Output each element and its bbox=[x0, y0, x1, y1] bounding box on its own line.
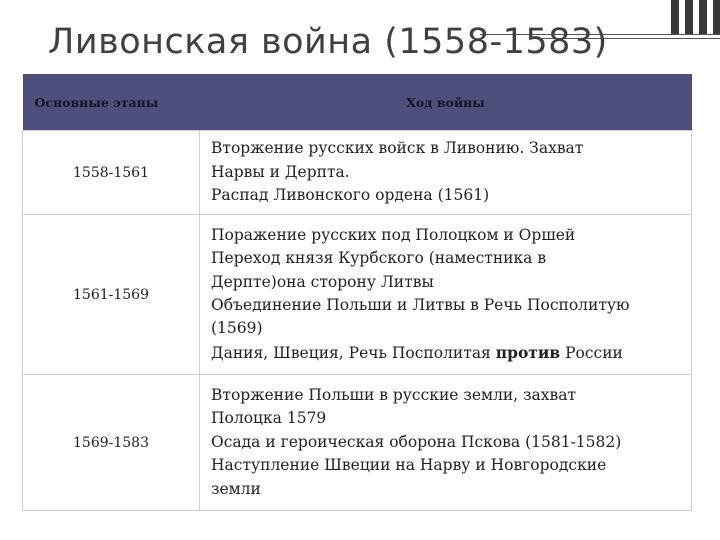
decor-bar bbox=[713, 0, 720, 35]
decor-bar bbox=[685, 0, 693, 35]
event-line bbox=[211, 341, 683, 365]
table-header-row bbox=[23, 74, 692, 131]
event-line: Поражение русских под Полоцком и Оршей bbox=[211, 225, 576, 244]
decor-bar bbox=[699, 0, 707, 35]
emphasis-text: против bbox=[495, 342, 561, 362]
event-line: Переход князя Курбского (наместника в bbox=[211, 249, 547, 268]
slide-title: Ливонская война (1558-1583) bbox=[48, 22, 608, 62]
event-line: Нарвы и Дерпта. bbox=[211, 162, 350, 181]
decor-bar bbox=[671, 0, 679, 35]
event-line: Полоцка 1579 bbox=[211, 409, 327, 428]
header-events: Ход войны bbox=[200, 74, 692, 131]
event-line: Дерпте)она сторону Литвы bbox=[211, 272, 434, 291]
event-line: Распад Ливонского ордена (1561) bbox=[211, 186, 490, 205]
event-line: Вторжение Польши в русские земли, захват bbox=[211, 385, 577, 404]
livonian-war-table bbox=[22, 74, 692, 511]
event-line: Осада и героическая оборона Пскова (1581-1582) bbox=[211, 432, 622, 451]
event-line: (1569) bbox=[211, 319, 263, 338]
table-row bbox=[23, 131, 692, 215]
event-line: Наступление Швеции на Нарву и Новгородские bbox=[211, 456, 607, 475]
table-row bbox=[23, 215, 692, 375]
decorative-top-bars bbox=[665, 0, 720, 35]
period-cell: 1569-1583 bbox=[23, 375, 200, 511]
period-cell: 1561-1569 bbox=[23, 215, 200, 375]
period-cell: 1558-1561 bbox=[23, 131, 200, 215]
event-line: Вторжение русских войск в Ливонию. Захват bbox=[211, 139, 584, 158]
table-row bbox=[23, 375, 692, 511]
header-periods: Основные этапы bbox=[23, 74, 200, 131]
event-text: России bbox=[560, 343, 623, 362]
events-cell bbox=[200, 131, 692, 215]
event-line: Объединение Польши и Литвы в Речь Посполитую bbox=[211, 296, 630, 314]
event-text: Дания, Швеция, Речь Посполитая bbox=[211, 343, 496, 362]
events-cell bbox=[200, 215, 692, 375]
events-cell bbox=[200, 375, 692, 511]
event-line: земли bbox=[211, 479, 261, 498]
